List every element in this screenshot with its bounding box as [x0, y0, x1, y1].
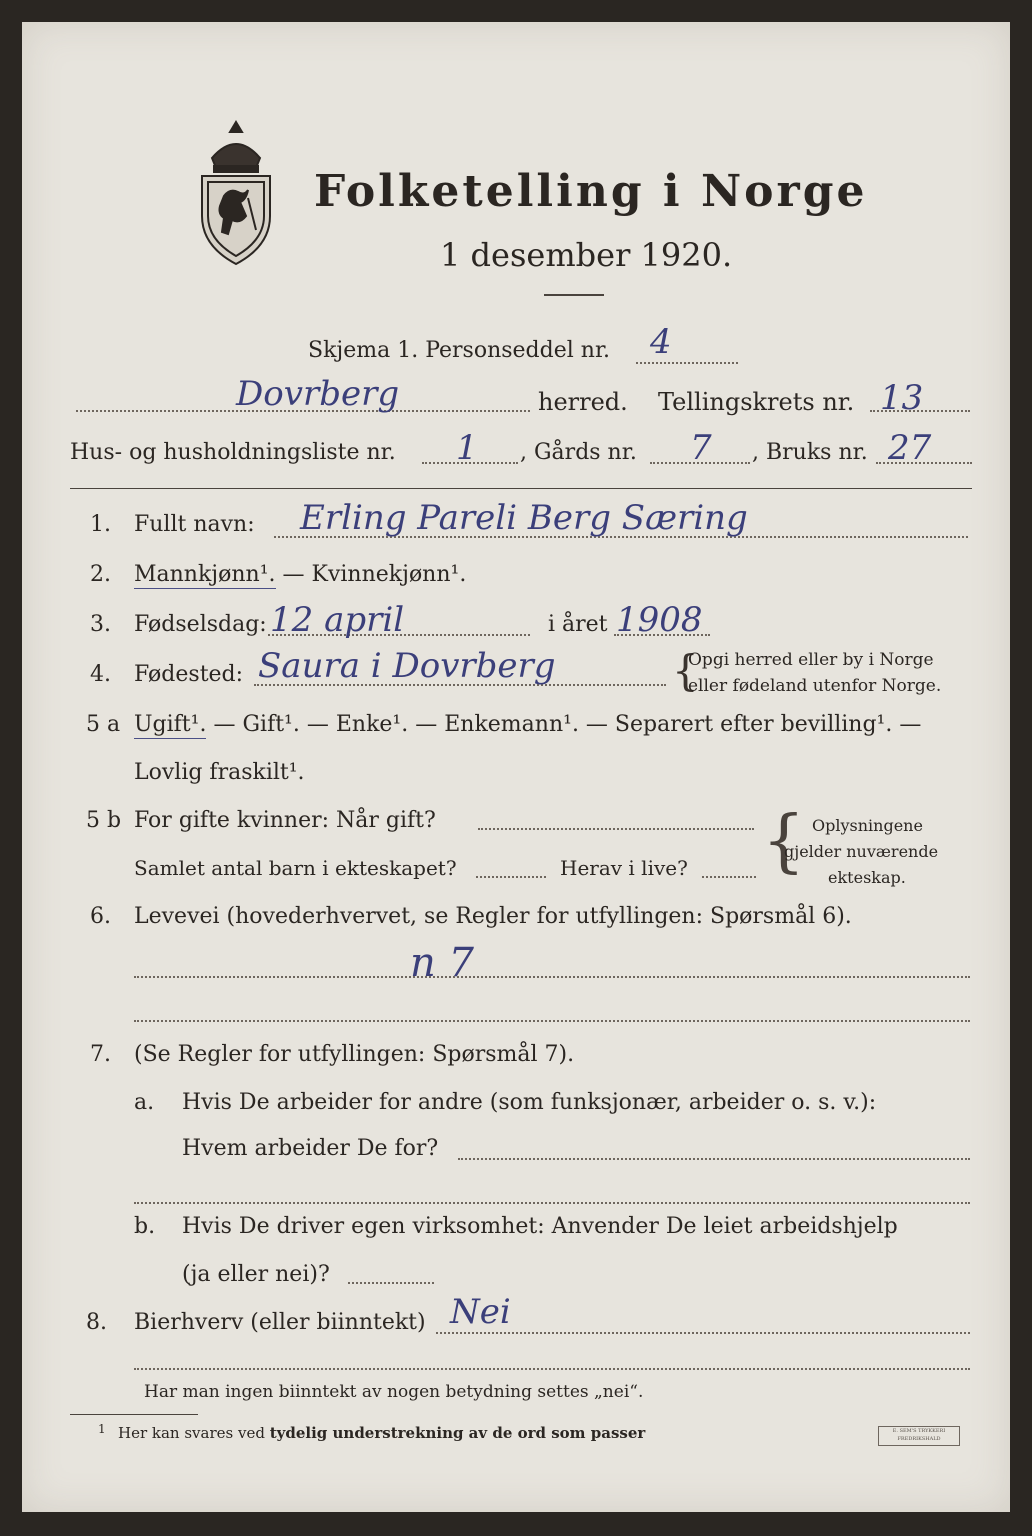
- birthday-value[interactable]: 12 april: [270, 600, 405, 640]
- birth-year-label: i året: [548, 612, 608, 637]
- q7b-label: Hvis De driver egen virksomhet: Anvender De leiet arbeidshjelp: [182, 1214, 898, 1239]
- q7b-number: b.: [134, 1214, 156, 1239]
- birthplace-value[interactable]: Saura i Dovrberg: [258, 646, 556, 686]
- q1-number: 1.: [90, 512, 111, 537]
- gards-label: , Gårds nr.: [520, 440, 637, 465]
- occupation-line-1: [134, 976, 970, 978]
- q6-label: Levevei (hovederhvervet, se Regler for utfyllingen: Spørsmål 6).: [134, 904, 852, 929]
- census-date: 1 desember 1920.: [440, 236, 733, 274]
- employer-line-2: [134, 1202, 970, 1204]
- herred-value[interactable]: Dovrberg: [236, 374, 400, 414]
- q7b-answer-label: (ja eller nei)?: [182, 1262, 330, 1287]
- side-income-line-2: [134, 1368, 970, 1370]
- census-form-sheet: [22, 22, 1010, 1512]
- q4-label: Fødested:: [134, 662, 244, 687]
- gender-separator: —: [275, 562, 312, 587]
- footnote-text: [118, 1424, 645, 1442]
- husholdningsliste-label: Hus- og husholdningsliste nr.: [70, 440, 396, 465]
- birthplace-note-brace: {: [672, 646, 699, 695]
- married-when-line: [478, 828, 754, 830]
- footnote-divider: [70, 1414, 198, 1415]
- children-line: [476, 876, 546, 878]
- q5a-number: 5 a: [86, 712, 121, 737]
- side-income-note: Har man ingen biinntekt av nogen betydning settes „nei“.: [144, 1382, 644, 1402]
- side-income-line: [436, 1332, 970, 1334]
- alive-line: [702, 876, 756, 878]
- footnote-mark: 1: [98, 1422, 106, 1436]
- occupation-line-2: [134, 1020, 970, 1022]
- norwegian-coat-of-arms-icon: [190, 118, 282, 268]
- marriage-note-brace: {: [762, 802, 806, 881]
- q7a-number: a.: [134, 1090, 155, 1115]
- q7a-employer-label: Hvem arbeider De for?: [182, 1136, 439, 1161]
- gender-option-kvinne[interactable]: Kvinnekjønn¹.: [311, 562, 467, 587]
- marital-options: [134, 712, 921, 737]
- marital-option-fraskilt[interactable]: Lovlig fraskilt¹.: [134, 760, 305, 785]
- full-name-value[interactable]: Erling Pareli Berg Særing: [300, 498, 748, 538]
- title-divider: [544, 294, 604, 296]
- gards-value[interactable]: 7: [690, 428, 712, 468]
- husholdningsliste-value[interactable]: 1: [456, 428, 478, 468]
- q1-label: Fullt navn:: [134, 512, 255, 537]
- q3-label: Fødselsdag:: [134, 612, 267, 637]
- personseddel-line: [636, 362, 738, 364]
- q7-number: 7.: [90, 1042, 111, 1067]
- marriage-note-line1: Oplysningene: [812, 816, 923, 835]
- q8-number: 8.: [86, 1310, 107, 1335]
- q5b-children-label: Samlet antal barn i ekteskapet?: [134, 856, 457, 880]
- q4-number: 4.: [90, 662, 111, 687]
- printer-stamp: E. SEM'S TRYKKERI FREDRIKSHALD: [878, 1426, 960, 1446]
- footnote-plain: Her kan svares ved: [118, 1424, 270, 1442]
- q5b-number: 5 b: [86, 808, 122, 833]
- header-divider: [70, 488, 972, 489]
- marital-option-ugift[interactable]: Ugift¹.: [134, 712, 207, 737]
- q8-label: Bierhverv (eller biinntekt): [134, 1310, 426, 1335]
- bruks-label: , Bruks nr.: [752, 440, 868, 465]
- occupation-value[interactable]: n 7: [410, 940, 474, 986]
- personseddel-nr-value[interactable]: 4: [650, 322, 672, 362]
- tellingskrets-label: Tellingskrets nr.: [658, 388, 855, 416]
- q6-number: 6.: [90, 904, 111, 929]
- tellingskrets-value[interactable]: 13: [880, 378, 924, 418]
- footnote-bold: tydelig understrekning av de ord som passer: [269, 1424, 646, 1442]
- birth-year-value[interactable]: 1908: [616, 600, 703, 640]
- side-income-value[interactable]: Nei: [450, 1292, 511, 1332]
- birthplace-note-line2: eller fødeland utenfor Norge.: [688, 676, 942, 696]
- hired-help-line: [348, 1282, 434, 1284]
- q2-options: [134, 562, 466, 587]
- q7a-label: Hvis De arbeider for andre (som funksjonær, arbeider o. s. v.):: [182, 1090, 877, 1115]
- marriage-note-line3: ekteskap.: [828, 868, 906, 887]
- employer-line: [458, 1158, 970, 1160]
- bruks-value[interactable]: 27: [888, 428, 932, 468]
- form-title: Folketelling i Norge: [314, 166, 868, 217]
- q3-number: 3.: [90, 612, 111, 637]
- q5b-alive-label: Herav i live?: [560, 856, 688, 880]
- herred-label: herred.: [538, 388, 628, 416]
- q2-number: 2.: [90, 562, 111, 587]
- q7-label: (Se Regler for utfyllingen: Spørsmål 7).: [134, 1042, 575, 1067]
- schema-label: Skjema 1. Personseddel nr.: [308, 338, 611, 363]
- marital-option-rest[interactable]: — Gift¹. — Enke¹. — Enkemann¹. — Separert efter bevilling¹. —: [206, 712, 922, 737]
- marriage-note-line2: gjelder nuværende: [784, 842, 939, 861]
- q5b-married-when-label: For gifte kvinner: Når gift?: [134, 808, 436, 833]
- gender-option-mann[interactable]: Mannkjønn¹.: [134, 562, 276, 587]
- birthplace-note-line1: Opgi herred eller by i Norge: [688, 650, 934, 670]
